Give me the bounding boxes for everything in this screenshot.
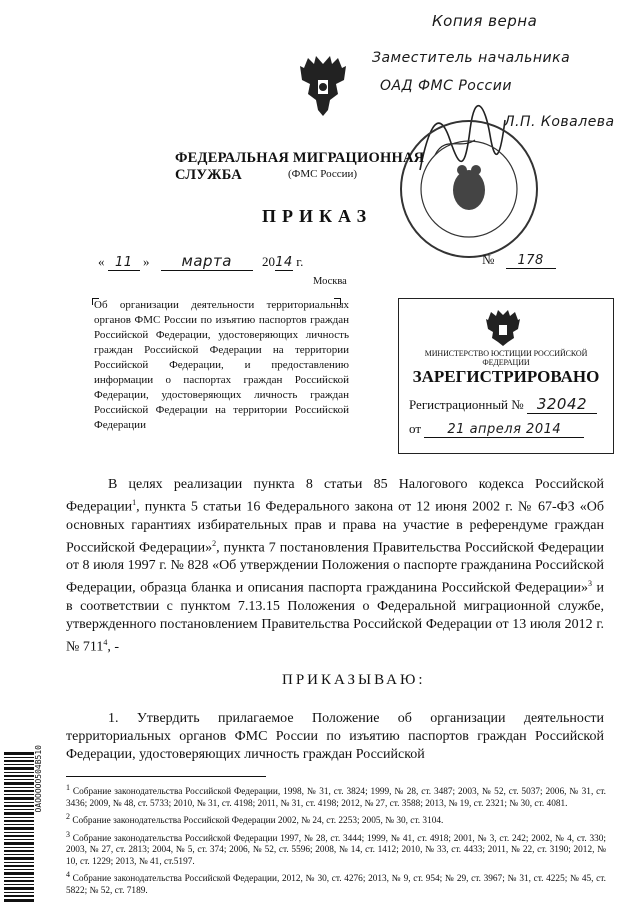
date-year-prefix: 20: [262, 254, 275, 269]
footnote-3-text: Собрание законодательства Российской Федерации 1997, № 28, ст. 3444; 1999, № 41, ст. 4918; 2001, № 3, ст. 242; 2002, № 4, ст. 330; 2003, № 27, ст. 2813; 2004, № 5, ст. 374; 2006, № 52, ст. 5596; 2008, № 14, ст. 1412; 2010, № 33, ст. 4433; 2011, № 22, ст. 3190; 2012, № 10, ст. 1229; 2013, № 41, ст.5197.: [66, 833, 606, 867]
footnote-4: [66, 869, 606, 897]
document-title: Об организации деятельности территориальных органов ФМС России по изъятию паспортов граждан Российской Федерации, удостоверяющих личность граждан Российской Федерации на территории Российской Федерации, и предоставлению информации о паспортах граждан Российской Федерации, удостоверяющих личность граждан Российской Федерации на территории Российской Федерации: [94, 299, 349, 431]
footnote-2-text: Собрание законодательства Российской Федерации 2002, № 24, ст. 2253; 2005, № 30, ст. 3104.: [70, 816, 444, 827]
registration-stamp: [398, 298, 614, 454]
footnote-ref-1: 1: [132, 498, 137, 507]
footnote-4-marker: 4: [66, 870, 70, 880]
footnote-ref-2: 2: [212, 538, 217, 548]
footnote-4-text: Собрание законодательства Российской Федерации, 2012, № 30, ст. 4276; 2013, № 9, ст. 954; № 29, ст. 3967; № 31, ст. 4225; № 45, ст. 5822; № 52, ст. 7189.: [66, 874, 606, 896]
order-number: [482, 252, 556, 269]
preamble-part-5: , -: [107, 639, 120, 655]
document-type: ПРИКАЗ: [262, 206, 373, 226]
coat-of-arms-icon: [296, 50, 350, 122]
date-month: марта: [161, 252, 253, 271]
footnote-3-marker: 3: [66, 829, 70, 839]
date-day: 11: [108, 255, 140, 271]
order-heading: ПРИКАЗЫВАЮ:: [282, 672, 426, 688]
footnotes: [66, 782, 606, 898]
certification-line-1: Копия верна: [432, 12, 538, 30]
date-year-abbr: г.: [296, 254, 304, 269]
stamp-emblem-icon: [483, 307, 523, 347]
preamble-paragraph: [66, 476, 604, 657]
round-seal: [398, 118, 540, 260]
date-year-suffix: 14: [275, 255, 293, 270]
side-code: OAOOOOO504B510: [34, 745, 43, 813]
stamp-date-value: 21 апреля 2014: [424, 422, 584, 438]
stamp-reg-number-line: [409, 395, 597, 414]
date-close-quote: »: [143, 254, 150, 269]
footnote-1-text: Собрание законодательства Российской Федерации, 1998, № 31, ст. 3824; 1999, № 28, ст. 3487; 2003, № 52, ст. 5037; 2006, № 31, ст. 3436; 2009, № 48, ст. 5733; 2010, № 31, ст. 4198; 2011, № 31, ст. 4198; 2012, № 27, ст. 3588; 2013, № 19, ст. 2321; № 30, ст. 4081.: [66, 787, 606, 809]
stamp-reg-label: Регистрационный №: [409, 397, 524, 412]
stamp-date-label: от: [409, 421, 422, 436]
number-label: №: [482, 252, 495, 267]
agency-name: ФЕДЕРАЛЬНАЯ МИГРАЦИОННАЯ СЛУЖБА: [175, 150, 425, 183]
footnote-ref-4: 4: [103, 637, 108, 647]
stamp-ministry: МИНИСТЕРСТВО ЮСТИЦИИ РОССИЙСКОЙ ФЕДЕРАЦИИ: [424, 349, 588, 367]
certification-line-2: Заместитель начальника: [372, 50, 571, 66]
preamble-part-1: В целях реализации пункта 8 статьи 85 Налогового кодекса Российской Федерации: [66, 477, 604, 515]
stamp-date-line: [409, 421, 584, 438]
stamp-status: ЗАРЕГИСТРИРОВАНО: [412, 367, 600, 386]
barcode: [4, 752, 34, 902]
preamble-part-2: , пункта 5 статьи 16 Федерального закона от 12 июня 2002 г. № 67-ФЗ «Об основных гарантиях избирательных прав и права на участие в референдуме граждан Российской Федерации»: [66, 499, 604, 556]
footnote-3: [66, 829, 606, 869]
order-item-1: 1. Утвердить прилагаемое Положение об организации деятельности территориальных органов ФМС России по изъятию паспортов граждан Российской Федерации, удостоверяющих личность граждан Российской: [66, 711, 604, 762]
date-open-quote: «: [98, 254, 105, 269]
city: Москва: [313, 276, 347, 287]
certification-line-3: ОАД ФМС России: [380, 78, 512, 94]
footnote-2-marker: 2: [66, 812, 70, 822]
date-line: [98, 252, 303, 271]
footnote-1-marker: 1: [66, 783, 70, 792]
footnote-2: [66, 811, 606, 828]
preamble-part-3: , пункта 7 постановления Правительства Российской Федерации от 8 июля 1997 г. № 828 «Об утверждении Положения о паспорте гражданина Российской Федерации, образца бланка и описания паспорта гражданина Российской Федерации»: [66, 540, 604, 596]
preamble-part-4: и в соответствии с пунктом 7.13.15 Положения о Федеральной миграционной службе, утвержденного постановлением Правительства Российской Федерации от 13 июля 2012 г. № 711: [66, 580, 604, 655]
number-value: 178: [506, 253, 556, 269]
agency-short-name: (ФМС России): [288, 168, 358, 180]
certification-signer: Л.П. Ковалева: [504, 114, 615, 130]
footnote-1: [66, 782, 606, 810]
stamp-reg-number: 32042: [527, 395, 597, 414]
footnote-separator: [66, 776, 266, 777]
footnote-ref-3: 3: [588, 579, 593, 589]
